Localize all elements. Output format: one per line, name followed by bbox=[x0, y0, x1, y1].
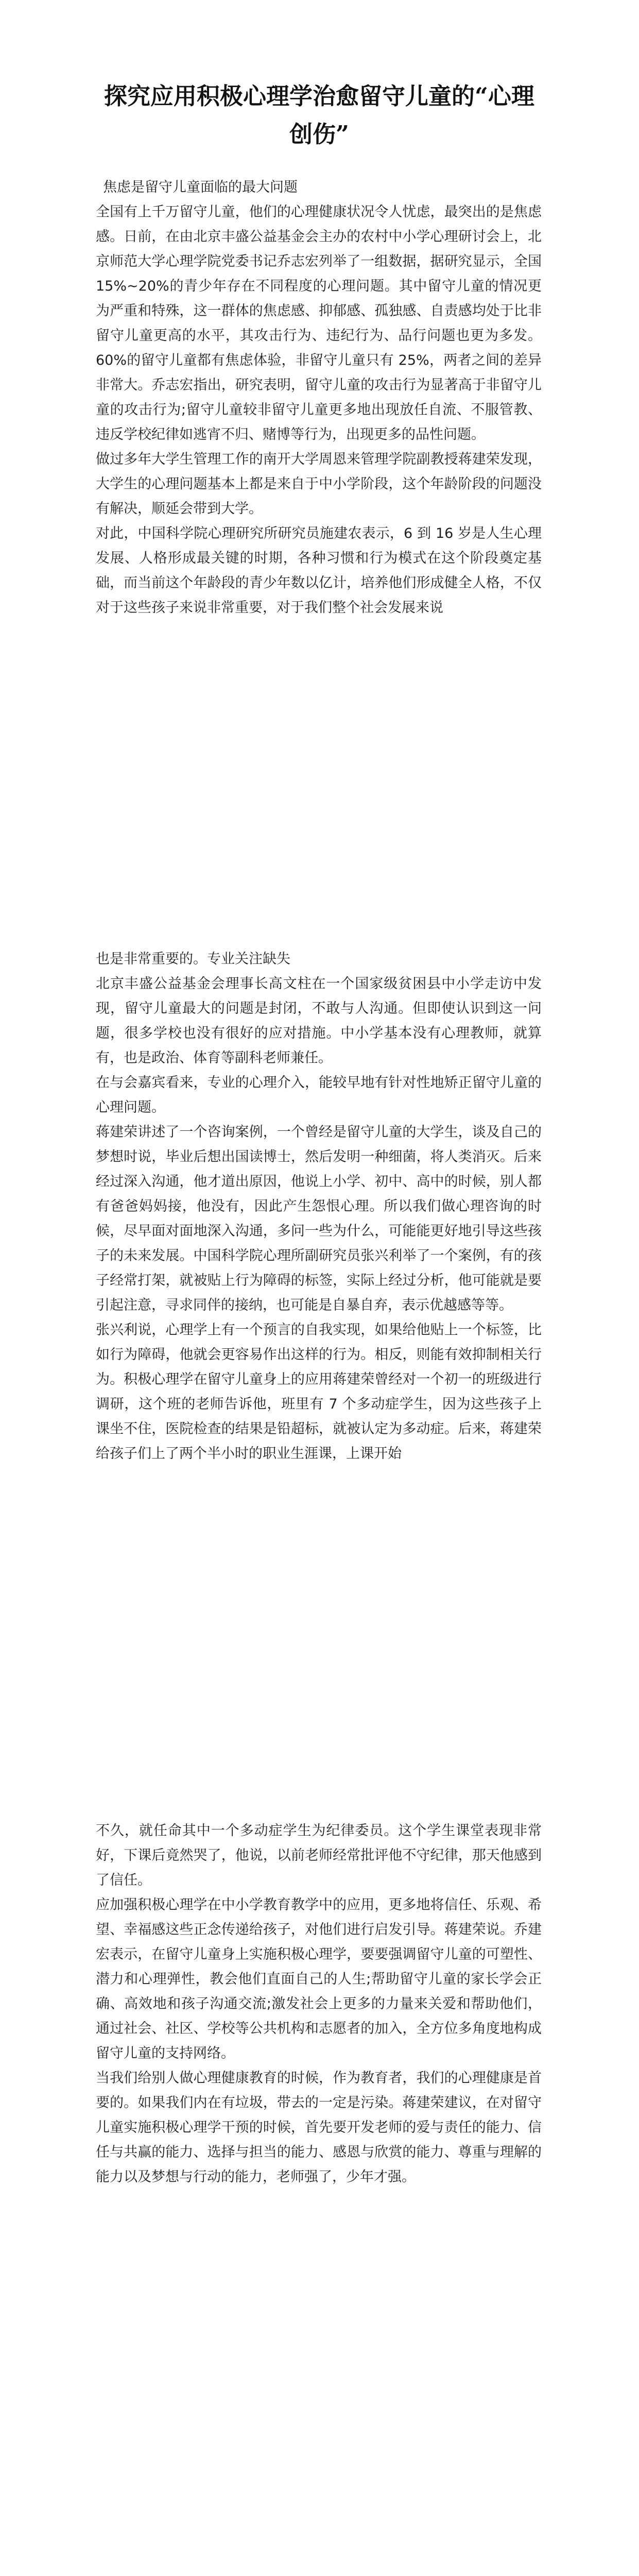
paragraph: 当我们给别人做心理健康教育的时候，作为教育者，我们的心理健康是首要的。如果我们内在有垃圾，带去的一定是污染。蒋建荣建议，在对留守儿童实施积极心理学干预的时候，首先要开发老师的爱与责任的能力、信任与共赢的能力、选择与担当的能力、感恩与欣赏的能力、尊重与理解的能力以及梦想与行动的能力，老师强了，少年才强。 bbox=[96, 2070, 542, 2185]
paragraph: 不久，就任命其中一个多动症学生为纪律委员。这个学生课堂表现非常好，下课后竟然哭了，他说，以前老师经常批评他不守纪律，那天他感到了信任。 bbox=[96, 1823, 542, 1888]
paragraph: 全国有上千万留守儿童，他们的心理健康状况令人忧虑，最突出的是焦虑感。日前，在由北京丰盛公益基金会主办的农村中小学心理研讨会上，北京师范大学心理学院党委书记乔志宏列举了一组数据，据研究显示，全国 15%~20%的青少年存在不同程度的心理问题。其中留守儿童的情况更为严重和特殊，这一群体的焦虑感、抑郁感、孤独感、自责感均处于比非留守儿童更高的水平，其攻击行为、违纪行为、品行问题也更为多发。60%的留守儿童都有焦虑体验，非留守儿童只有 25%，两者之间的差异非常大。乔志宏指出，研究表明，留守儿童的攻击行为显著高于非留守儿童的攻击行为;留守儿童较非留守儿童更多地出现放任自流、不服管教、违反学校纪律如逃宵不归、赌博等行为，出现更多的品性问题。 bbox=[96, 204, 542, 443]
paragraph: 对此，中国科学院心理研究所研究员施建农表示，6 到 16 岁是人生心理发展、人格形成最关键的时期，各种习惯和行为模式在这个阶段奠定基础，而当前这个年龄段的青少年数以亿计，培养他们形成健全人格，不仅对于这些孩子来说非常重要，对于我们整个社会发展来说 bbox=[96, 526, 542, 616]
paragraph: 蒋建荣讲述了一个咨询案例，一个曾经是留守儿童的大学生，谈及自己的梦想时说，毕业后想出国读博士，然后发明一种细菌，将人类消灭。后来经过深入沟通，他才道出原因，他说上小学、初中、高中的时候，别人都有爸爸妈妈接，他没有，因此产生怨恨心理。所以我们做心理咨询的时候，尽早面对面地深入沟通，多问一些为什么，可能能更好地引导这些孩子的未来发展。中国科学院心理所副研究员张兴利举了一个案例，有的孩子经常打架，就被贴上行为障碍的标签，实际上经过分析，他可能就是要引起注意，寻求同伴的接纳，也可能是自暴自弃，表示优越感等等。 bbox=[96, 1124, 542, 1313]
section-heading-anxiety: 焦虑是留守儿童面临的最大问题 bbox=[103, 179, 298, 195]
page-2-content bbox=[96, 947, 542, 1466]
paragraph: 北京丰盛公益基金会理事长高文柱在一个国家级贫困县中小学走访中发现，留守儿童最大的问题是封闭，不敢与人沟通。但即使认识到这一问题，很多学校也没有很好的应对措施。中小学基本没有心理教师，就算有，也是政治、体育等副科老师兼任。 bbox=[96, 976, 542, 1066]
paragraph: 在与会嘉宾看来，专业的心理介入，能较早地有针对性地矫正留守儿童的心理问题。 bbox=[96, 1075, 542, 1115]
article-title: 探究应用积极心理学治愈留守儿童的“心理创伤” bbox=[104, 82, 534, 148]
page-1-content bbox=[96, 175, 542, 620]
paragraph: 张兴利说，心理学上有一个预言的自我实现，如果给他贴上一个标签，比如行为障碍，他就会更容易作出这样的行为。相反，则能有效抑制相关行为。积极心理学在留守儿童身上的应用蒋建荣曾经对一个初一的班级进行调研，这个班的老师告诉他，班里有 7 个多动症学生，因为这些孩子上课坐不住，医院检查的结果是铅超标，就被认定为多动症。后来，蒋建荣给孩子们上了两个半小时的职业生涯课，上课开始 bbox=[96, 1322, 542, 1462]
paragraph: 应加强积极心理学在中小学教育教学中的应用，更多地将信任、乐观、希望、幸福感这些正念传递给孩子，对他们进行启发引导。蒋建荣说。乔建宏表示，在留守儿童身上实施积极心理学，要要强调留守儿童的可塑性、潜力和心理弹性，教会他们直面自己的人生;帮助留守儿童的家长学会正确、高效地和孩子沟通交流;激发社会上更多的力量来关爱和帮助他们，通过社会、社区、学校等公共机构和志愿者的加入，全方位多角度地构成留守儿童的支持网络。 bbox=[96, 1897, 542, 2061]
page-3-content bbox=[96, 1819, 542, 2190]
paragraph: 做过多年大学生管理工作的南开大学周恩来管理学院副教授蒋建荣发现，大学生的心理问题基本上都是来自于中小学阶段，这个年龄阶段的问题没有解决，顺延会带到大学。 bbox=[96, 451, 542, 517]
paragraph: 也是非常重要的。专业关注缺失 bbox=[96, 951, 290, 967]
